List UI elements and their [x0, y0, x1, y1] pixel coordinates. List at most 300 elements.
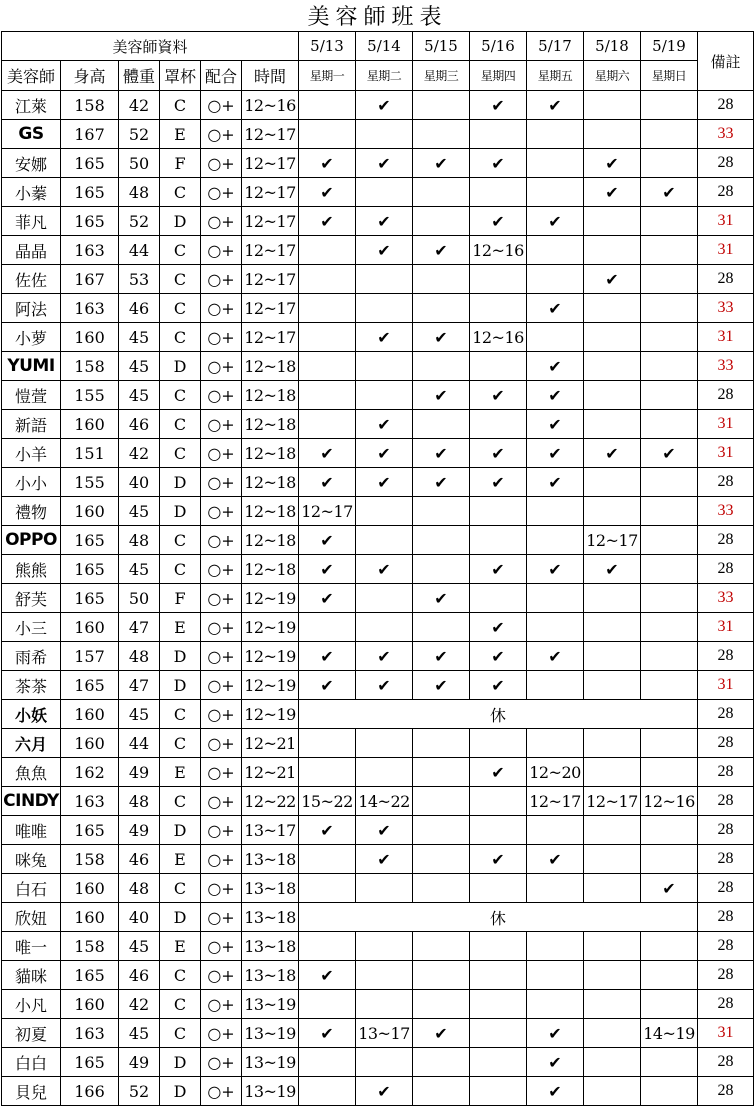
note-header: 備註 — [698, 32, 754, 91]
shift-check-cell: ✔ — [527, 845, 584, 874]
time-cell: 13~18 — [242, 874, 299, 903]
weight-cell: 45 — [119, 323, 160, 352]
table-row — [2, 961, 754, 990]
table-row — [2, 120, 754, 149]
shift-empty-cell — [299, 1077, 356, 1106]
shift-check-cell: ✔ — [413, 236, 470, 265]
table-row — [2, 497, 754, 526]
shift-check-cell: ✔ — [470, 381, 527, 410]
shift-check-cell: ✔ — [356, 410, 413, 439]
schedule-table — [1, 0, 754, 1106]
shift-empty-cell — [641, 497, 698, 526]
date-header-6: 5/19 — [641, 32, 698, 61]
day-off-cell: 休 — [299, 903, 698, 932]
table-row — [2, 555, 754, 584]
shift-empty-cell — [641, 990, 698, 1019]
title-row — [2, 0, 754, 32]
height-cell: 167 — [61, 265, 119, 294]
shift-empty-cell — [641, 932, 698, 961]
stylist-name: 安娜 — [2, 149, 61, 178]
shift-empty-cell — [413, 207, 470, 236]
shift-empty-cell — [584, 468, 641, 497]
coop-cell: ○+ — [201, 990, 242, 1019]
shift-empty-cell — [527, 265, 584, 294]
note-cell: 33 — [698, 584, 754, 613]
weekday-header-0: 星期一 — [299, 61, 356, 91]
shift-hours-cell: 12~17 — [584, 526, 641, 555]
shift-check-cell: ✔ — [413, 381, 470, 410]
shift-empty-cell — [299, 758, 356, 787]
shift-check-cell: ✔ — [299, 468, 356, 497]
height-cell: 162 — [61, 758, 119, 787]
cup-cell: C — [160, 265, 201, 294]
coop-cell: ○+ — [201, 323, 242, 352]
shift-empty-cell — [356, 932, 413, 961]
shift-empty-cell — [299, 845, 356, 874]
shift-empty-cell — [299, 874, 356, 903]
note-cell: 28 — [698, 149, 754, 178]
table-row — [2, 352, 754, 381]
coop-cell: ○+ — [201, 265, 242, 294]
stylist-name: 雨希 — [2, 642, 61, 671]
shift-check-cell: ✔ — [413, 671, 470, 700]
shift-empty-cell — [299, 323, 356, 352]
shift-check-cell: ✔ — [356, 642, 413, 671]
height-cell: 160 — [61, 497, 119, 526]
height-cell: 166 — [61, 1077, 119, 1106]
height-cell: 160 — [61, 990, 119, 1019]
shift-empty-cell — [413, 265, 470, 294]
time-cell: 12~19 — [242, 613, 299, 642]
weight-cell: 48 — [119, 787, 160, 816]
note-cell: 31 — [698, 1019, 754, 1048]
stylist-name: 晶晶 — [2, 236, 61, 265]
shift-check-cell: ✔ — [299, 1019, 356, 1048]
shift-empty-cell — [641, 323, 698, 352]
shift-empty-cell — [641, 526, 698, 555]
shift-check-cell: ✔ — [584, 265, 641, 294]
height-cell: 160 — [61, 874, 119, 903]
shift-empty-cell — [413, 91, 470, 120]
height-cell: 160 — [61, 323, 119, 352]
weight-cell: 50 — [119, 149, 160, 178]
table-row — [2, 91, 754, 120]
height-cell: 165 — [61, 207, 119, 236]
note-cell: 31 — [698, 613, 754, 642]
shift-empty-cell — [641, 1077, 698, 1106]
note-cell: 28 — [698, 642, 754, 671]
shift-empty-cell — [299, 990, 356, 1019]
weekday-header-3: 星期四 — [470, 61, 527, 91]
weight-cell: 46 — [119, 845, 160, 874]
shift-empty-cell — [584, 758, 641, 787]
weight-cell: 49 — [119, 816, 160, 845]
shift-check-cell: ✔ — [641, 439, 698, 468]
cup-cell: C — [160, 236, 201, 265]
shift-empty-cell — [299, 236, 356, 265]
shift-empty-cell — [527, 671, 584, 700]
height-cell: 158 — [61, 91, 119, 120]
shift-empty-cell — [584, 120, 641, 149]
shift-empty-cell — [356, 1048, 413, 1077]
height-cell: 163 — [61, 787, 119, 816]
table-row — [2, 468, 754, 497]
shift-empty-cell — [413, 729, 470, 758]
cup-cell: E — [160, 845, 201, 874]
time-cell: 12~16 — [242, 91, 299, 120]
shift-empty-cell — [413, 845, 470, 874]
shift-empty-cell — [584, 816, 641, 845]
note-cell: 28 — [698, 903, 754, 932]
time-cell: 13~18 — [242, 845, 299, 874]
weight-cell: 45 — [119, 700, 160, 729]
weekday-header-4: 星期五 — [527, 61, 584, 91]
weight-cell: 45 — [119, 497, 160, 526]
shift-check-cell: ✔ — [356, 1077, 413, 1106]
shift-check-cell: ✔ — [299, 555, 356, 584]
note-cell: 28 — [698, 1077, 754, 1106]
height-cell: 160 — [61, 410, 119, 439]
shift-empty-cell — [356, 352, 413, 381]
stylist-name: 舒芙 — [2, 584, 61, 613]
shift-empty-cell — [641, 294, 698, 323]
shift-empty-cell — [584, 874, 641, 903]
coop-cell: ○+ — [201, 729, 242, 758]
shift-check-cell: ✔ — [470, 671, 527, 700]
shift-empty-cell — [470, 1077, 527, 1106]
height-cell: 165 — [61, 555, 119, 584]
weight-cell: 46 — [119, 961, 160, 990]
shift-empty-cell — [470, 816, 527, 845]
shift-check-cell: ✔ — [470, 845, 527, 874]
shift-check-cell: ✔ — [470, 468, 527, 497]
coop-cell: ○+ — [201, 787, 242, 816]
shift-check-cell: ✔ — [584, 439, 641, 468]
note-cell: 28 — [698, 526, 754, 555]
note-cell: 28 — [698, 178, 754, 207]
note-cell: 28 — [698, 700, 754, 729]
shift-empty-cell — [584, 990, 641, 1019]
cup-cell: D — [160, 1077, 201, 1106]
cup-cell: C — [160, 555, 201, 584]
note-cell: 28 — [698, 758, 754, 787]
shift-empty-cell — [299, 265, 356, 294]
weekday-header-6: 星期日 — [641, 61, 698, 91]
coop-cell: ○+ — [201, 497, 242, 526]
time-cell: 12~17 — [242, 120, 299, 149]
shift-check-cell: ✔ — [299, 816, 356, 845]
coop-cell: ○+ — [201, 468, 242, 497]
coop-cell: ○+ — [201, 120, 242, 149]
stylist-name: 唯唯 — [2, 816, 61, 845]
table-row — [2, 381, 754, 410]
stylist-name: 禮物 — [2, 497, 61, 526]
shift-empty-cell — [470, 1048, 527, 1077]
date-header-1: 5/14 — [356, 32, 413, 61]
cup-cell: F — [160, 584, 201, 613]
note-cell: 28 — [698, 468, 754, 497]
note-cell: 33 — [698, 497, 754, 526]
cup-cell: C — [160, 729, 201, 758]
cup-cell: D — [160, 816, 201, 845]
shift-empty-cell — [584, 932, 641, 961]
shift-check-cell: ✔ — [356, 236, 413, 265]
time-cell: 12~21 — [242, 729, 299, 758]
header-row-columns — [2, 61, 754, 91]
note-cell: 28 — [698, 932, 754, 961]
shift-hours-cell: 13~17 — [356, 1019, 413, 1048]
shift-empty-cell — [470, 120, 527, 149]
shift-empty-cell — [641, 207, 698, 236]
weight-cell: 49 — [119, 1048, 160, 1077]
stylist-name: 小凡 — [2, 990, 61, 1019]
shift-check-cell: ✔ — [470, 758, 527, 787]
weight-cell: 45 — [119, 932, 160, 961]
shift-empty-cell — [584, 729, 641, 758]
height-cell: 165 — [61, 526, 119, 555]
shift-hours-cell: 12~17 — [527, 787, 584, 816]
time-cell: 13~19 — [242, 990, 299, 1019]
shift-empty-cell — [641, 265, 698, 294]
shift-empty-cell — [356, 294, 413, 323]
shift-empty-cell — [413, 294, 470, 323]
height-cell: 160 — [61, 700, 119, 729]
stylist-name: 初夏 — [2, 1019, 61, 1048]
shift-empty-cell — [641, 613, 698, 642]
table-row — [2, 323, 754, 352]
shift-hours-cell: 12~17 — [584, 787, 641, 816]
coop-cell: ○+ — [201, 294, 242, 323]
shift-empty-cell — [356, 497, 413, 526]
shift-empty-cell — [527, 236, 584, 265]
time-cell: 12~18 — [242, 410, 299, 439]
coop-cell: ○+ — [201, 671, 242, 700]
shift-check-cell: ✔ — [470, 91, 527, 120]
table-row — [2, 207, 754, 236]
cup-cell: C — [160, 874, 201, 903]
shift-empty-cell — [641, 961, 698, 990]
height-cell: 163 — [61, 236, 119, 265]
weight-cell: 47 — [119, 613, 160, 642]
shift-empty-cell — [527, 816, 584, 845]
shift-empty-cell — [641, 352, 698, 381]
shift-empty-cell — [299, 1048, 356, 1077]
height-cell: 151 — [61, 439, 119, 468]
time-cell: 12~19 — [242, 700, 299, 729]
shift-empty-cell — [527, 149, 584, 178]
cup-cell: C — [160, 990, 201, 1019]
weekday-header-5: 星期六 — [584, 61, 641, 91]
shift-check-cell: ✔ — [584, 149, 641, 178]
time-cell: 13~18 — [242, 932, 299, 961]
shift-check-cell: ✔ — [356, 207, 413, 236]
coop-cell: ○+ — [201, 700, 242, 729]
shift-empty-cell — [470, 729, 527, 758]
shift-check-cell: ✔ — [470, 207, 527, 236]
cup-cell: C — [160, 787, 201, 816]
shift-empty-cell — [584, 207, 641, 236]
stylist-name: 小小 — [2, 468, 61, 497]
cup-cell: C — [160, 381, 201, 410]
coop-cell: ○+ — [201, 555, 242, 584]
height-cell: 167 — [61, 120, 119, 149]
shift-empty-cell — [641, 381, 698, 410]
stylist-name: 小三 — [2, 613, 61, 642]
shift-check-cell: ✔ — [641, 178, 698, 207]
shift-check-cell: ✔ — [413, 149, 470, 178]
height-cell: 165 — [61, 816, 119, 845]
shift-empty-cell — [584, 584, 641, 613]
table-row — [2, 932, 754, 961]
shift-empty-cell — [356, 178, 413, 207]
shift-empty-cell — [299, 729, 356, 758]
column-header-weight: 體重 — [119, 61, 160, 91]
weight-cell: 49 — [119, 758, 160, 787]
shift-check-cell: ✔ — [641, 874, 698, 903]
weight-cell: 42 — [119, 91, 160, 120]
shift-check-cell: ✔ — [527, 352, 584, 381]
table-row — [2, 729, 754, 758]
shift-check-cell: ✔ — [356, 555, 413, 584]
stylist-name: 阿法 — [2, 294, 61, 323]
height-cell: 163 — [61, 1019, 119, 1048]
shift-empty-cell — [641, 468, 698, 497]
table-row — [2, 1019, 754, 1048]
stylist-name: 佐佐 — [2, 265, 61, 294]
coop-cell: ○+ — [201, 584, 242, 613]
table-row — [2, 178, 754, 207]
time-cell: 13~17 — [242, 816, 299, 845]
coop-cell: ○+ — [201, 932, 242, 961]
cup-cell: D — [160, 671, 201, 700]
coop-cell: ○+ — [201, 178, 242, 207]
shift-empty-cell — [299, 294, 356, 323]
table-row — [2, 758, 754, 787]
shift-check-cell: ✔ — [527, 642, 584, 671]
coop-cell: ○+ — [201, 642, 242, 671]
cup-cell: C — [160, 700, 201, 729]
time-cell: 12~18 — [242, 555, 299, 584]
shift-check-cell: ✔ — [527, 91, 584, 120]
note-cell: 33 — [698, 352, 754, 381]
cup-cell: E — [160, 613, 201, 642]
shift-check-cell: ✔ — [470, 613, 527, 642]
time-cell: 12~17 — [242, 265, 299, 294]
cup-cell: D — [160, 497, 201, 526]
stylist-name: 新語 — [2, 410, 61, 439]
shift-check-cell: ✔ — [413, 1019, 470, 1048]
shift-empty-cell — [584, 236, 641, 265]
page-title: 美容師班表 — [307, 5, 448, 30]
column-header-coop: 配合 — [201, 61, 242, 91]
shift-check-cell: ✔ — [527, 294, 584, 323]
shift-empty-cell — [299, 613, 356, 642]
weight-cell: 45 — [119, 352, 160, 381]
shift-empty-cell — [413, 787, 470, 816]
shift-empty-cell — [641, 236, 698, 265]
weight-cell: 44 — [119, 729, 160, 758]
shift-check-cell: ✔ — [299, 439, 356, 468]
shift-check-cell: ✔ — [527, 410, 584, 439]
height-cell: 160 — [61, 613, 119, 642]
table-row — [2, 149, 754, 178]
coop-cell: ○+ — [201, 526, 242, 555]
note-cell: 28 — [698, 874, 754, 903]
stylist-name: 貝兒 — [2, 1077, 61, 1106]
time-cell: 12~19 — [242, 584, 299, 613]
shift-hours-cell: 12~16 — [470, 323, 527, 352]
shift-empty-cell — [413, 874, 470, 903]
shift-empty-cell — [356, 120, 413, 149]
weight-cell: 42 — [119, 990, 160, 1019]
shift-empty-cell — [413, 961, 470, 990]
shift-check-cell: ✔ — [470, 149, 527, 178]
shift-empty-cell — [584, 1019, 641, 1048]
note-cell: 28 — [698, 381, 754, 410]
stylist-name: 小萝 — [2, 323, 61, 352]
note-cell: 31 — [698, 439, 754, 468]
weight-cell: 52 — [119, 207, 160, 236]
height-cell: 155 — [61, 381, 119, 410]
shift-empty-cell — [299, 91, 356, 120]
time-cell: 12~17 — [242, 294, 299, 323]
note-cell: 31 — [698, 671, 754, 700]
shift-check-cell: ✔ — [584, 178, 641, 207]
shift-empty-cell — [413, 526, 470, 555]
shift-empty-cell — [356, 265, 413, 294]
shift-check-cell: ✔ — [470, 642, 527, 671]
shift-hours-cell: 14~22 — [356, 787, 413, 816]
shift-check-cell: ✔ — [356, 91, 413, 120]
stylist-name: CINDY — [2, 787, 61, 816]
stylist-name: 白白 — [2, 1048, 61, 1077]
shift-empty-cell — [356, 381, 413, 410]
weight-cell: 46 — [119, 294, 160, 323]
shift-check-cell: ✔ — [413, 584, 470, 613]
cup-cell: D — [160, 1048, 201, 1077]
shift-empty-cell — [527, 874, 584, 903]
time-cell: 12~17 — [242, 207, 299, 236]
coop-cell: ○+ — [201, 410, 242, 439]
weight-cell: 53 — [119, 265, 160, 294]
table-row — [2, 990, 754, 1019]
shift-empty-cell — [527, 584, 584, 613]
shift-empty-cell — [584, 91, 641, 120]
table-row — [2, 526, 754, 555]
column-header-time: 時間 — [242, 61, 299, 91]
shift-check-cell: ✔ — [413, 468, 470, 497]
stylist-name: 小妖 — [2, 700, 61, 729]
cup-cell: E — [160, 758, 201, 787]
shift-empty-cell — [356, 990, 413, 1019]
height-cell: 160 — [61, 729, 119, 758]
cup-cell: E — [160, 120, 201, 149]
shift-empty-cell — [527, 323, 584, 352]
shift-check-cell: ✔ — [299, 207, 356, 236]
shift-empty-cell — [470, 497, 527, 526]
shift-check-cell: ✔ — [527, 1019, 584, 1048]
table-row — [2, 439, 754, 468]
cup-cell: C — [160, 410, 201, 439]
shift-check-cell: ✔ — [527, 555, 584, 584]
weight-cell: 48 — [119, 642, 160, 671]
cup-cell: C — [160, 91, 201, 120]
note-cell: 28 — [698, 265, 754, 294]
shift-check-cell: ✔ — [356, 845, 413, 874]
shift-empty-cell — [470, 265, 527, 294]
note-cell: 28 — [698, 816, 754, 845]
shift-empty-cell — [527, 497, 584, 526]
